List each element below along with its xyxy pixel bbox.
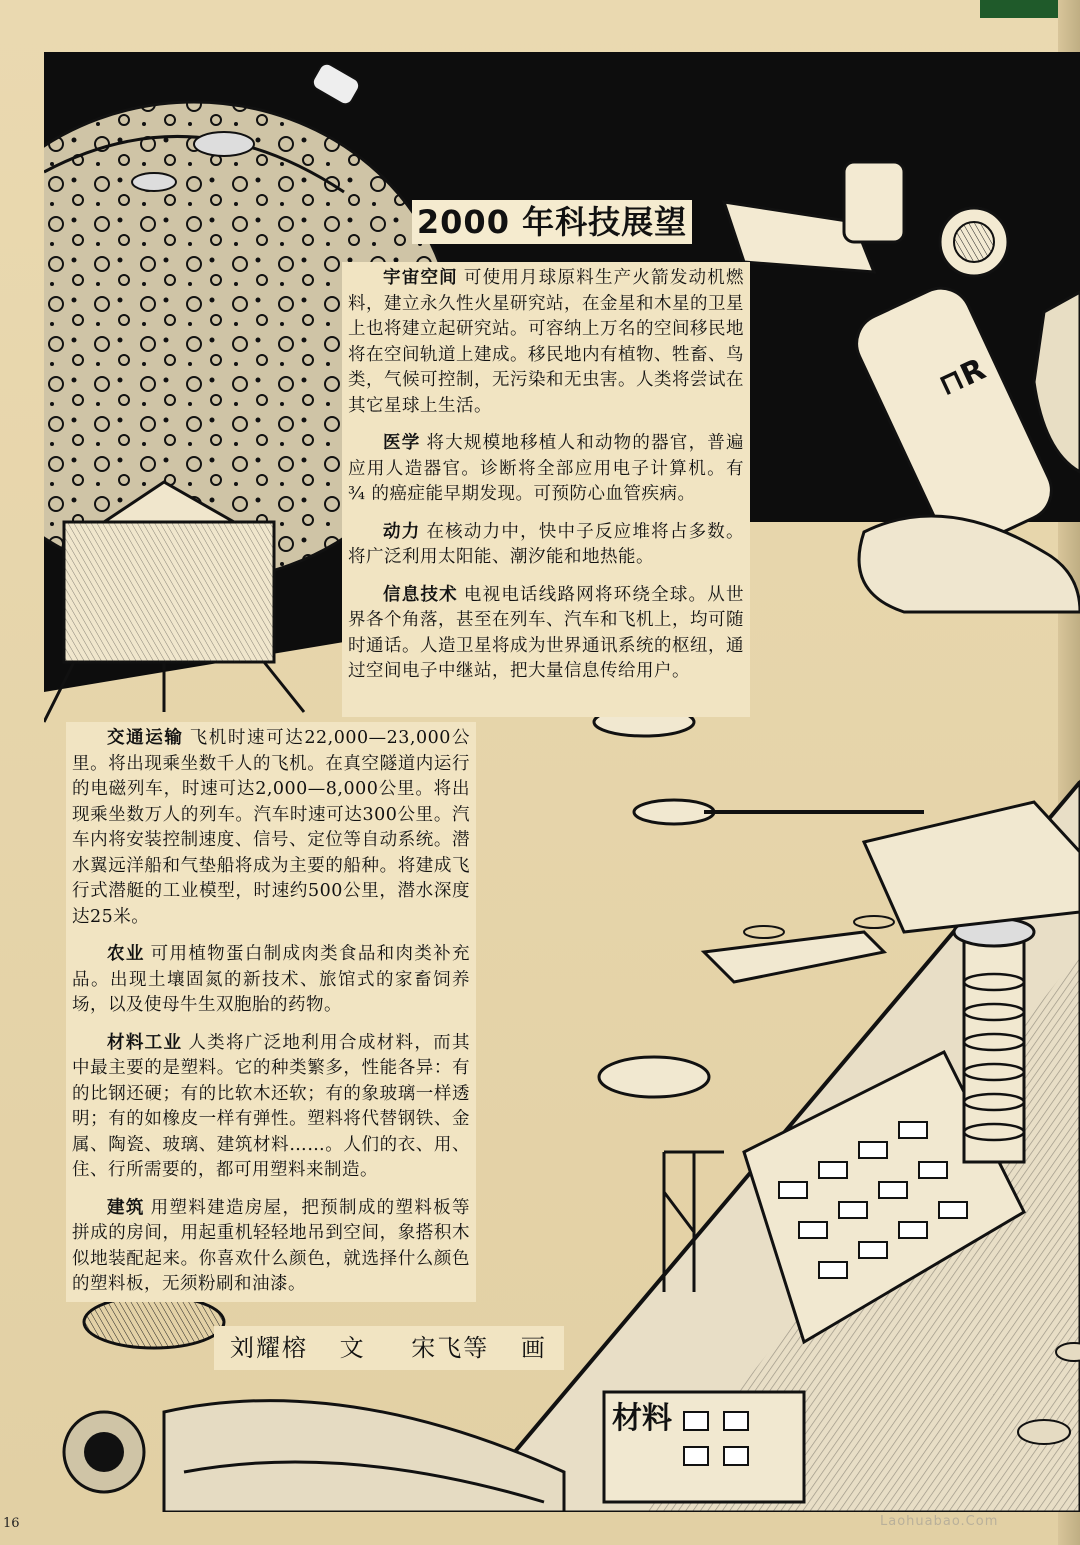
svg-text:⊓R: ⊓R	[933, 351, 991, 404]
section-construction	[72, 1196, 470, 1298]
artist-name: 宋飞等	[411, 1334, 490, 1362]
illustration-label: 材料	[612, 1401, 672, 1436]
section-text: 可使用月球原料生产火箭发动机燃料，建立永久性火星研究站，在金星和木星的卫星上也将建立起研究站。可容纳上万名的空间移民地将在空间轨道上建成。移民地内有植物、牲畜、鸟类，气候可控制，无污染和无虫害。人类将尝试在其它星球上生活。	[348, 268, 745, 416]
watermark: Laohuabao.Com	[880, 1514, 999, 1529]
section-info	[348, 583, 744, 685]
section-heading: 交通运输	[107, 728, 184, 748]
section-text: 用塑料建造房屋，把预制成的塑料板等拼成的房间，用起重机轻轻地吊到空间，象搭积木似地装配起来。你喜欢什么颜色，就选择什么颜色的塑料板，无须粉刷和油漆。	[72, 1197, 471, 1294]
section-power	[348, 520, 744, 571]
section-heading: 信息技术	[383, 584, 458, 605]
section-text: 在核动力中，快中子反应堆将占多数。将广泛利用太阳能、潮汐能和地热能。	[348, 521, 745, 567]
page-number: 16	[3, 1516, 20, 1531]
section-materials	[72, 1031, 470, 1184]
section-text: 将大规模地移植人和动物的器官，普遍应用人造器官。诊断将全部应用电子计算机。有 ¾ 的癌症能早期发现。可预防心血管疾病。	[348, 433, 745, 504]
section-space	[348, 266, 744, 419]
credits-line	[214, 1326, 564, 1370]
section-text: 可用植物蛋白制成肉类食品和肉类补充品。出现土壤固氮的新技术、旅馆式的家畜饲养场，以及使母牛生双胞胎的药物。	[72, 944, 471, 1015]
section-heading: 医学	[383, 433, 421, 453]
author-name: 刘耀榕	[230, 1334, 308, 1362]
section-heading: 材料工业	[107, 1032, 183, 1053]
section-heading: 建筑	[107, 1197, 145, 1218]
section-heading: 动力	[383, 521, 421, 542]
upper-article-column	[342, 262, 750, 717]
lower-article-column	[66, 722, 476, 1302]
section-text: 电视电话线路网将环绕全球。从世界各个角落，甚至在列车、汽车和飞机上，均可随时通话。人造卫星将成为世界通讯系统的枢纽，通过空间电子中继站，把大量信息传给用户。	[348, 584, 745, 681]
section-heading: 宇宙空间	[383, 268, 458, 288]
section-transport	[72, 726, 470, 930]
section-heading: 农业	[107, 944, 145, 964]
section-agriculture	[72, 942, 470, 1019]
page-title: 2000 年科技展望	[412, 200, 692, 244]
section-text: 人类将广泛地利用合成材料，而其中最主要的是塑料。它的种类繁多，性能各异：有的比钢还硬；有的比软木还软；有的象玻璃一样透明；有的如橡皮一样有弹性。塑料将代替钢铁、金属、陶瓷、玻璃、建筑材料……。人们的衣、用、住、行所需要的，都可用塑料来制造。	[72, 1032, 471, 1180]
artist-role: 画	[520, 1334, 547, 1362]
section-medicine	[348, 431, 744, 508]
author-role: 文	[339, 1334, 366, 1362]
section-text: 飞机时速可达22,000—23,000公里。将出现乘坐数千人的飞机。在真空隧道内运行的电磁列车，时速可达2,000—8,000公里。将出现乘坐数万人的列车。汽车时速可达300公里。汽车内将安装控制速度、信号、定位等自动系统。潜水翼远洋船和气垫船将成为主要的船种。将建成飞行式潜艇的工业模型，时速约500公里，潜水深度达25米。	[72, 728, 471, 927]
